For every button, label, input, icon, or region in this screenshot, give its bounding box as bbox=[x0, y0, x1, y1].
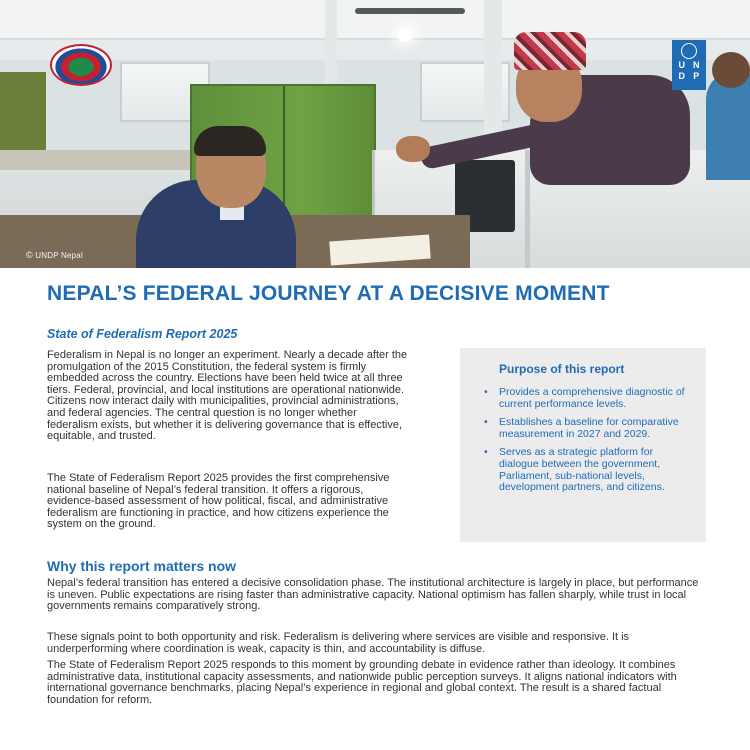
nepal-emblem-icon bbox=[50, 44, 112, 86]
section-paragraph: The State of Federalism Report 2025 responds to this moment by grounding debate in evidence rather than ideology. It combines administrative data, institutional capacity assessments, and nationwide public perception surveys. It aligns national indicators with international governance benchmarks, placing Nepal’s experience in regional and global context. The result is a shared factual foundation for reform. bbox=[47, 659, 677, 706]
bystander-head bbox=[712, 52, 750, 88]
purpose-item: • Establishes a baseline for comparative measurement in 2027 and 2029. bbox=[482, 417, 692, 440]
photo-cabinet-left bbox=[0, 72, 46, 152]
cover-photo bbox=[0, 0, 750, 268]
purpose-list bbox=[482, 387, 692, 494]
purpose-box-title: Purpose of this report bbox=[499, 362, 625, 376]
page-subtitle: State of Federalism Report 2025 bbox=[47, 327, 238, 341]
undp-letter: P bbox=[693, 71, 700, 81]
purpose-item: • Serves as a strategic platform for dialogue between the government, Parliament, sub-national levels, development partners, and citizens. bbox=[482, 447, 692, 493]
purpose-box bbox=[460, 348, 706, 542]
ceiling-fan bbox=[355, 8, 465, 14]
ceiling-lamp bbox=[398, 28, 412, 42]
citizen-hand bbox=[396, 136, 430, 162]
page-title: NEPAL’S FEDERAL JOURNEY AT A DECISIVE MOMENT bbox=[47, 282, 610, 305]
intro-paragraph: The State of Federalism Report 2025 provides the first comprehensive national baseline of Nepal’s federal transition. It offers a rigorous, evidence-based assessment of how political, fiscal, and administrative federalism are functioning in practice, and how citizens experience the system on the ground. bbox=[47, 472, 390, 531]
undp-letter: N bbox=[693, 60, 700, 70]
photo-credit-text: UNDP Nepal bbox=[35, 251, 83, 260]
section-paragraph: These signals point to both opportunity and risk. Federalism is delivering where services are visible and responsive. It is underperforming where coordination is weak, capacity is thin, and accountability is diffuse. bbox=[47, 631, 630, 655]
official-hair bbox=[194, 126, 266, 156]
purpose-item: • Provides a comprehensive diagnostic of current performance levels. bbox=[482, 387, 692, 410]
section-heading: Why this report matters now bbox=[47, 558, 237, 574]
copyright-icon: © bbox=[26, 250, 33, 260]
undp-letter: D bbox=[678, 71, 685, 81]
photo-credit bbox=[26, 250, 83, 260]
intro-paragraph: Federalism in Nepal is no longer an experiment. Nearly a decade after the promulgation of the 2015 Constitution, the federal system is firmly embedded across the country. Elections have been held twice at all three tiers. Federal, provincial, and local institutions are operational nationwide. Citizens now interact daily with municipalities, provincial administrations, and federal agencies. The central question is no longer whether federalism exists, but whether it is delivering governance that is effective, equitable, and trusted. bbox=[47, 349, 408, 443]
photo-ceiling bbox=[0, 0, 750, 40]
citizen-dhaka-topi bbox=[514, 32, 586, 70]
un-globe-icon bbox=[681, 43, 697, 59]
undp-letter: U bbox=[678, 60, 685, 70]
section-paragraph: Nepal’s federal transition has entered a decisive consolidation phase. The institutional architecture is largely in place, but performance is uneven. Public expectations are rising faster than administrative capacity. National optimism has fallen sharply, while trust in local governments remains comparatively strong. bbox=[47, 577, 699, 613]
undp-logo-icon bbox=[672, 40, 706, 90]
